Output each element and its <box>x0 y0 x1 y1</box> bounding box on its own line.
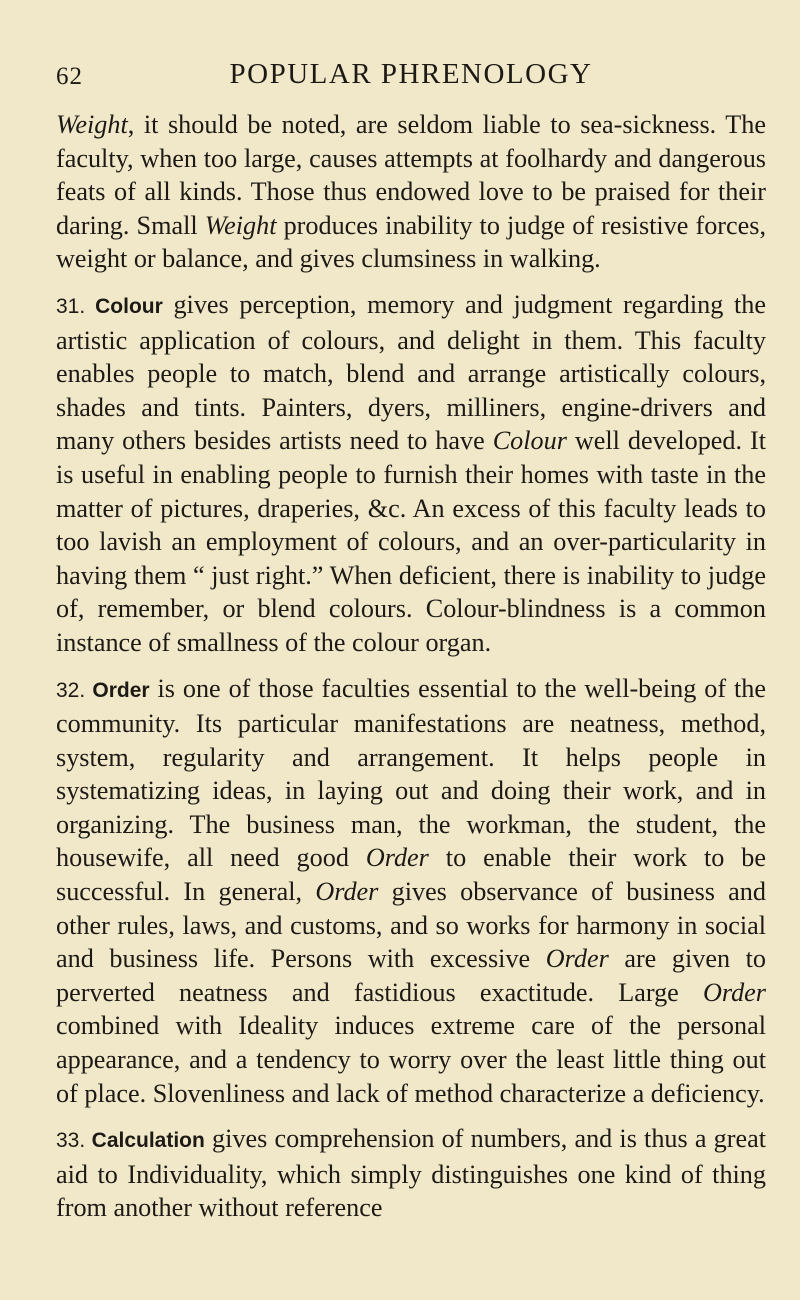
paragraph <box>56 672 766 1111</box>
text-run: gives perception, memory and judgment regarding the artistic application of colours, and delight in them. This faculty enables people to match, blend and arrange artistically colours, shades and tints. Painters, dyers, milliners, engine-drivers and many others besides artists need to have <box>56 289 766 456</box>
text-run: Weight <box>204 210 277 240</box>
text-run: , it should be noted, are seldom liable to sea-sickness. The faculty, when too large, causes attempts at foolhardy and dangerous feats of all kinds. Those thus endowed love to be praised for their daring. Small <box>56 110 766 240</box>
text-run: are given to perverted neatness and fastidious exactitude. Large <box>56 944 766 1007</box>
paragraph-number: 33. <box>56 1129 92 1153</box>
text-run: Colour <box>492 426 567 456</box>
paragraph-number: 31. <box>56 294 96 318</box>
text-run: Weight <box>56 110 128 139</box>
paragraph <box>56 1122 766 1225</box>
text-run: combined with Ideality induces extreme care of the personal appearance, and a tendency to worry over the least little thing out of place. Slovenliness and lack of method characterize a deficiency. <box>56 1011 766 1108</box>
page-header <box>56 58 766 94</box>
text-run: Order <box>365 843 429 873</box>
page-number: 62 <box>56 63 83 90</box>
faculty-term: Calculation <box>91 1129 205 1153</box>
paragraph-number: 32. <box>56 678 93 702</box>
text-run: gives observance of business and other rules, laws, and customs, and so works for harmony in social and business life. Persons with excessive <box>56 877 766 974</box>
book-page <box>56 58 766 1237</box>
text-run: Order <box>702 977 766 1007</box>
paragraph <box>56 288 766 660</box>
text-run: Order <box>545 944 609 974</box>
text-run: to enable their work to be successful. In general, <box>56 843 766 907</box>
paragraph <box>56 108 766 276</box>
faculty-term: Order <box>92 678 150 702</box>
text-run: is one of those faculties essential to the well-being of the community. Its particular manifestations are neatness, method, system, regularity and arrangement. It helps people in systematizing ideas, in laying out and doing their work, and in organizing. The business man, the workman, the student, the housewife, all need good <box>56 673 766 873</box>
running-title: POPULAR PHRENOLOGY <box>229 58 593 90</box>
text-run: produces inability to judge of resistive forces, weight or balance, and gives clumsiness in walking. <box>56 210 766 274</box>
faculty-term: Colour <box>95 294 163 318</box>
text-run: gives comprehension of numbers, and is thus a great aid to Individuality, which simply distinguishes one kind of thing from another without reference <box>56 1124 766 1223</box>
text-run: well developed. It is useful in enabling people to furnish their homes with taste in the matter of pictures, draperies, &c. An excess of this faculty leads to too lavish an employment of colours, and an over-particularity in having them “ just right.” When deficient, there is inability to judge of, remember, or blend colours. Colour-blindness is a common instance of smallness of the colour organ. <box>56 426 767 657</box>
body-text <box>56 108 766 1225</box>
text-run: Order <box>315 877 379 907</box>
